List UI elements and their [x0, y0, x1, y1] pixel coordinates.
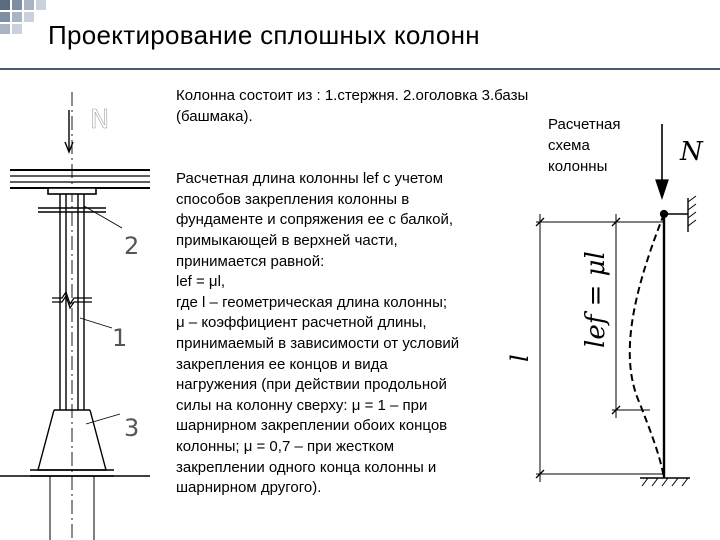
label-shaft: 1	[112, 324, 128, 352]
corner-square-7	[24, 12, 34, 22]
corner-square-5	[0, 12, 10, 22]
left-force-label: N	[90, 105, 110, 135]
corner-square-2	[12, 0, 22, 10]
corner-square-8	[0, 24, 10, 34]
para2-line-5: lef = μl,	[176, 273, 226, 291]
scheme-caption-line-2: колонны	[548, 158, 608, 175]
corner-square-9	[12, 24, 22, 34]
body-text	[176, 86, 546, 499]
para2-line-9: закрепления ее концов и вида	[176, 355, 388, 373]
label-cap: 2	[124, 232, 140, 260]
para2-line-12: шарнирном закреплении обоих концов	[176, 417, 448, 435]
scheme-caption-line-0: Расчетная	[548, 116, 621, 133]
label-base: 3	[124, 414, 140, 442]
para2-line-1: способов закрепления колонны в	[176, 190, 410, 208]
para2-line-14: закреплении одного конца колонны и	[176, 458, 437, 476]
scheme-force-label: N	[680, 137, 703, 167]
corner-square-6	[12, 12, 22, 22]
scheme-caption-line-1: схема	[548, 137, 590, 154]
slide-title: Проектирование сплошных колонн	[48, 20, 480, 50]
para2-line-4: принимается равной:	[176, 252, 325, 270]
para2-line-13: колонны; μ = 0,7 – при жестком	[176, 437, 395, 455]
para2-line-2: фундаменте и сопряжения ее с балкой,	[176, 211, 453, 229]
title-divider	[0, 68, 720, 70]
para2-line-15: шарнирном другого).	[176, 479, 322, 497]
para2-line-10: нагружения (при действии продольной	[176, 376, 447, 394]
corner-square-1	[0, 0, 10, 10]
length-label: l	[506, 354, 534, 362]
para2-line-0: Расчетная длина колонны lef с учетом	[176, 170, 444, 188]
para2-line-3: примыкающей в верхней части,	[176, 231, 398, 249]
effective-length-label: lef = μl	[581, 251, 611, 348]
scheme-caption	[548, 114, 658, 177]
paragraph-components: Колонна состоит из : 1.стержня. 2.оголовка 3.базы (башмака).	[176, 87, 529, 125]
para2-line-8: принимаемый в зависимости от условий	[176, 334, 460, 352]
corner-square-3	[24, 0, 34, 10]
para2-line-6: где l – геометрическая длина колонны;	[176, 293, 448, 311]
para2-line-11: силы на колонну сверху: μ = 1 – при	[176, 396, 428, 414]
para2-line-7: μ – коэффициент расчетной длины,	[176, 314, 427, 332]
corner-square-4	[36, 0, 46, 10]
